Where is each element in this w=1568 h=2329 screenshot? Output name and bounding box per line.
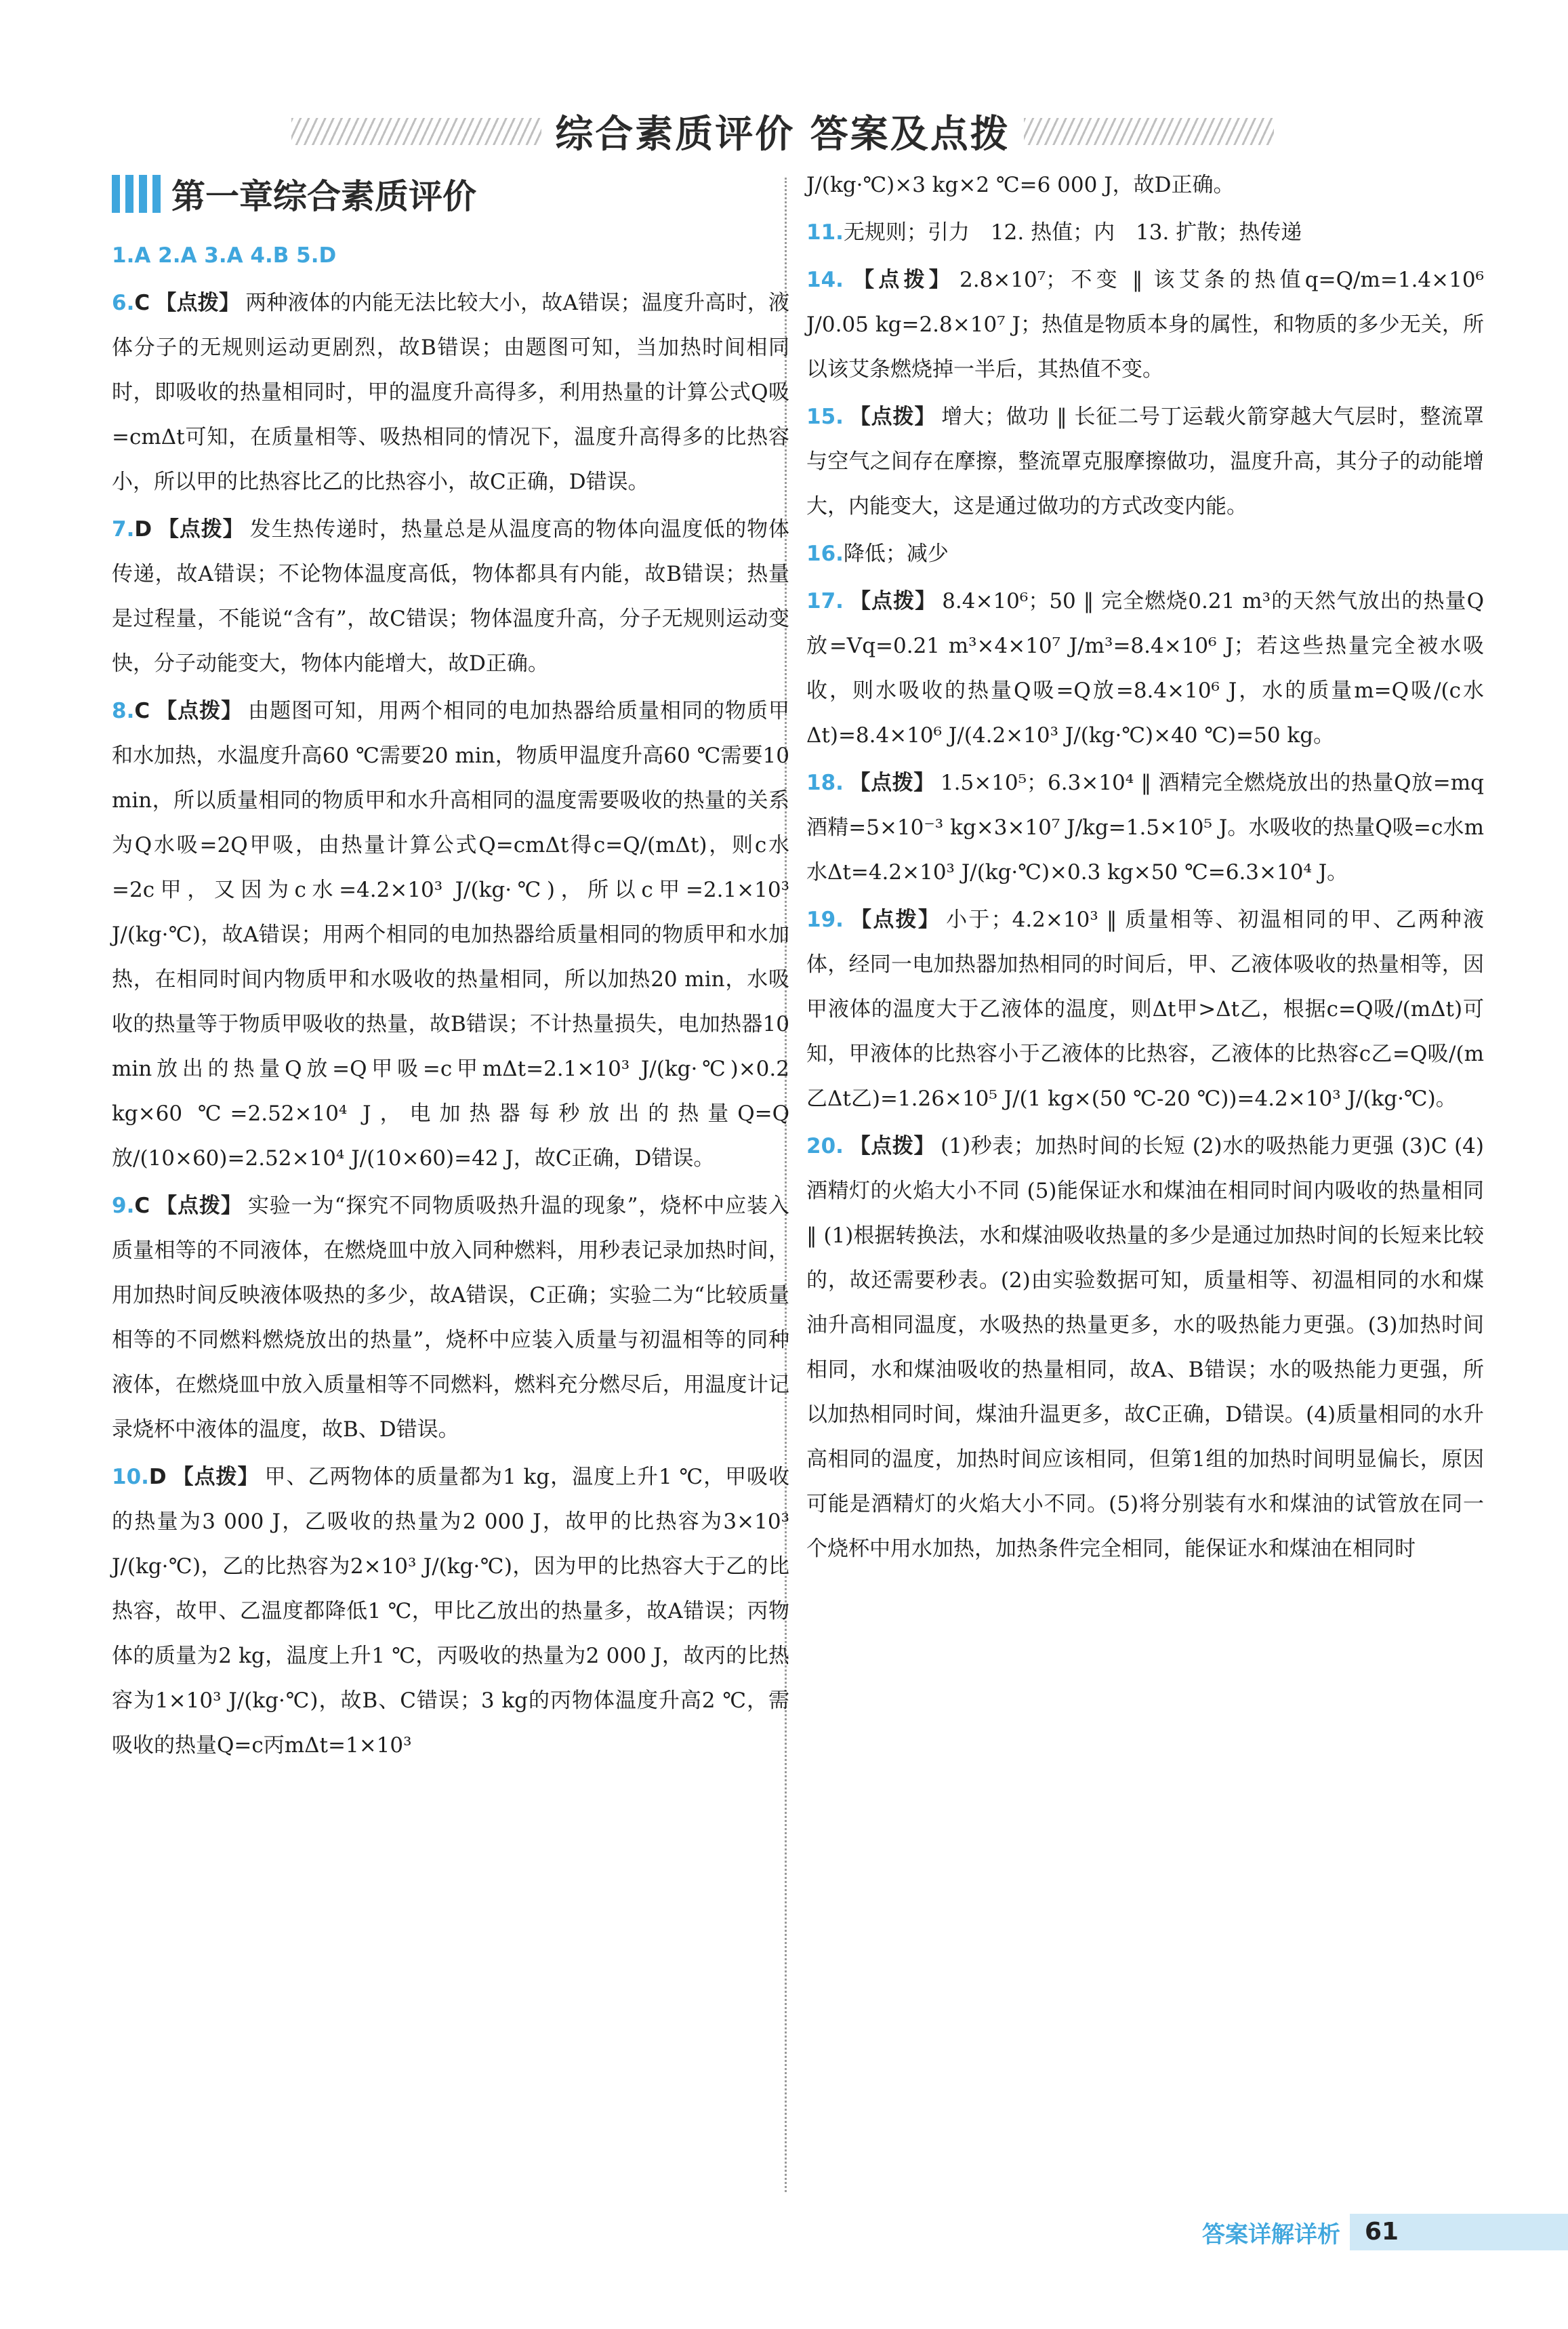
answer-item: 10.D 【点拨】 甲、乙两物体的质量都为1 kg，温度上升1 ℃，甲吸收的热量为3 000 J，乙吸收的热量为2 000 J，故甲的比热容为3×10³ J/(kg·℃)，乙的比热容为2×10³ J/(kg·℃)，因为甲的比热容大于乙的比热容，故甲、乙温度都降低1 ℃，甲比乙放出的热量多，故A错误；丙物体的质量为2 kg，温度上升1 ℃，丙吸收的热量为2 000 J，故丙的比热容为1×10³ J/(kg·℃)，故B、C错误；3 kg的丙物体温度升高2 ℃，需吸收的热量Q=c丙mΔt=1×10³ bbox=[112, 1465, 790, 1758]
answer-item: 6.C 【点拨】 两种液体的内能无法比较大小，故A错误；温度升高时，液体分子的无规则运动更剧烈，故B错误；由题图可知，当加热时间相同时，即吸收的热量相同时，甲的温度升高得多，利用热量的计算公式Q吸=cmΔt可知，在质量相等、吸热相同的情况下，温度升高得多的比热容小，所以甲的比热容比乙的比热容小，故C正确，D错误。 bbox=[112, 291, 790, 494]
header-stripe-right bbox=[1024, 118, 1274, 145]
answer-item: 20. 【点拨】 (1)秒表；加热时间的长短 (2)水的吸热能力更强 (3)C (4)酒精灯的火焰大小不同 (5)能保证水和煤油在相同时间内吸收的热量相同 ‖ (1)根据转换法，水和煤油吸收热量的多少是通过加热时间的长短来比较的，故还需要秒表。(2)由实验数据可知，质量相等、初温相同的水和煤油升高相同温度，水吸热的热量更多，水的吸热能力更强。(3)加热时间相同，水和煤油吸收的热量相同，故A、B错误；水的吸热能力更强，所以加热相同时间，煤油升温更多，故C正确，D错误。(4)质量相同的水升高相同的温度，加热时间应该相同，但第1组的加热时间明显偏长，原因可能是酒精灯的火焰大小不同。(5)将分别装有水和煤油的试管放在同一个烧杯中用水加热，加热条件完全相同，能保证水和煤油在相同时 bbox=[806, 1134, 1484, 1561]
chapter-heading bbox=[112, 163, 789, 225]
page-footer bbox=[1193, 2214, 1568, 2250]
answer-item: 11.无规则；引力 12. 热值；内 13. 扩散；热传递 bbox=[806, 220, 1302, 245]
answer-item: 15. 【点拨】 增大；做功 ‖ 长征二号丁运载火箭穿越大气层时，整流罩与空气之间存在摩擦，整流罩克服摩擦做功，温度升高，其分子的动能增大，内能变大，这是通过做功的方式改变内能。 bbox=[806, 405, 1484, 519]
answer-item: 18. 【点拨】 1.5×10⁵；6.3×10⁴ ‖ 酒精完全燃烧放出的热量Q放=mq酒精=5×10⁻³ kg×3×10⁷ J/kg=1.5×10⁵ J。水吸收的热量Q吸=c水m水Δt=4.2×10³ J/(kg·℃)×0.3 kg×50 ℃=6.3×10⁴ J。 bbox=[806, 771, 1484, 885]
answer-item: 8.C 【点拨】 由题图可知，用两个相同的电加热器给质量相同的物质甲和水加热，水温度升高60 ℃需要20 min，物质甲温度升高60 ℃需要10 min，所以质量相同的物质甲和水升高相同的温度需要吸收的热量的关系为Q水吸=2Q甲吸，由热量计算公式Q=cmΔt得c=Q/(mΔt)，则c水=2c甲，又因为c水=4.2×10³ J/(kg·℃)，所以c甲=2.1×10³ J/(kg·℃)，故A错误；用两个相同的电加热器给质量相同的物质甲和水加热，在相同时间内物质甲和水吸收的热量相同，所以加热20 min，水吸收的热量等于物质甲吸收的热量，故B错误；不计热量损失，电加热器10 min放出的热量Q放=Q甲吸=c甲mΔt=2.1×10³ J/(kg·℃)×0.2 kg×60 ℃=2.52×10⁴ J，电加热器每秒放出的热量Q=Q放/(10×60)=2.52×10⁴ J/(10×60)=42 J，故C正确，D错误。 bbox=[112, 699, 790, 1171]
page-number: 61 bbox=[1350, 2214, 1568, 2250]
right-column bbox=[806, 163, 1484, 1574]
footer-label: 答案详解详析 bbox=[1202, 2221, 1340, 2248]
answer-item: 17. 【点拨】 8.4×10⁶；50 ‖ 完全燃烧0.21 m³的天然气放出的热量Q放=Vq=0.21 m³×4×10⁷ J/m³=8.4×10⁶ J；若这些热量完全被水吸收，则水吸收的热量Q吸=Q放=8.4×10⁶ J，水的质量m=Q吸/(c水Δt)=8.4×10⁶ J/(4.2×10³ J/(kg·℃)×40 ℃)=50 kg。 bbox=[806, 589, 1484, 748]
answer-item: J/(kg·℃)×3 kg×2 ℃=6 000 J，故D正确。 bbox=[806, 173, 1235, 197]
answer-item: 14. 【点拨】 2.8×10⁷；不变 ‖ 该艾条的热值q=Q/m=1.4×10⁶ J/0.05 kg=2.8×10⁷ J；热值是物质本身的属性，和物质的多少无关，所以该艾条燃烧掉一半后，其热值不变。 bbox=[806, 268, 1484, 382]
page-header bbox=[291, 100, 1274, 163]
answer-item: 7.D 【点拨】 发生热传递时，热量总是从温度高的物体向温度低的物体传递，故A错误；不论物体温度高低，物体都具有内能，故B错误；热量是过程量，不能说“含有”，故C错误；物体温度升高，分子无规则运动变快，分子动能变大，物体内能增大，故D正确。 bbox=[112, 517, 789, 676]
header-stripe-left bbox=[291, 118, 541, 145]
page-title: 综合素质评价 答案及点拨 bbox=[555, 113, 1010, 157]
answer-item: 9.C 【点拨】 实验一为“探究不同物质吸热升温的现象”，烧杯中应装入质量相等的不同液体，在燃烧皿中放入同种燃料，用秒表记录加热时间，用加热时间反映液体吸热的多少，故A错误，C正确；实验二为“比较质量相等的不同燃料燃烧放出的热量”，烧杯中应装入质量与初温相等的同种液体，在燃烧皿中放入质量相等不同燃料，燃料充分燃尽后，用温度计记录烧杯中液体的温度，故B、D错误。 bbox=[112, 1194, 789, 1442]
chapter-title: 第一章综合素质评价 bbox=[171, 177, 476, 216]
answer-short-list: 1.A 2.A 3.A 4.B 5.D bbox=[112, 243, 337, 268]
answer-item: 19. 【点拨】 小于；4.2×10³ ‖ 质量相等、初温相同的甲、乙两种液体，经同一电加热器加热相同的时间后，甲、乙液体吸收的热量相等，因甲液体的温度大于乙液体的温度，则Δt甲>Δt乙，根据c=Q吸/(mΔt)可知，甲液体的比热容小于乙液体的比热容，乙液体的比热容c乙=Q吸/(m乙Δt乙)=1.26×10⁵ J/(1 kg×(50 ℃-20 ℃))=4.2×10³ J/(kg·℃)。 bbox=[806, 908, 1485, 1111]
left-column bbox=[112, 163, 789, 1770]
answer-item: 16.降低；减少 bbox=[806, 542, 949, 566]
answer-1-5 bbox=[112, 233, 789, 278]
chapter-bars-icon bbox=[112, 175, 161, 213]
